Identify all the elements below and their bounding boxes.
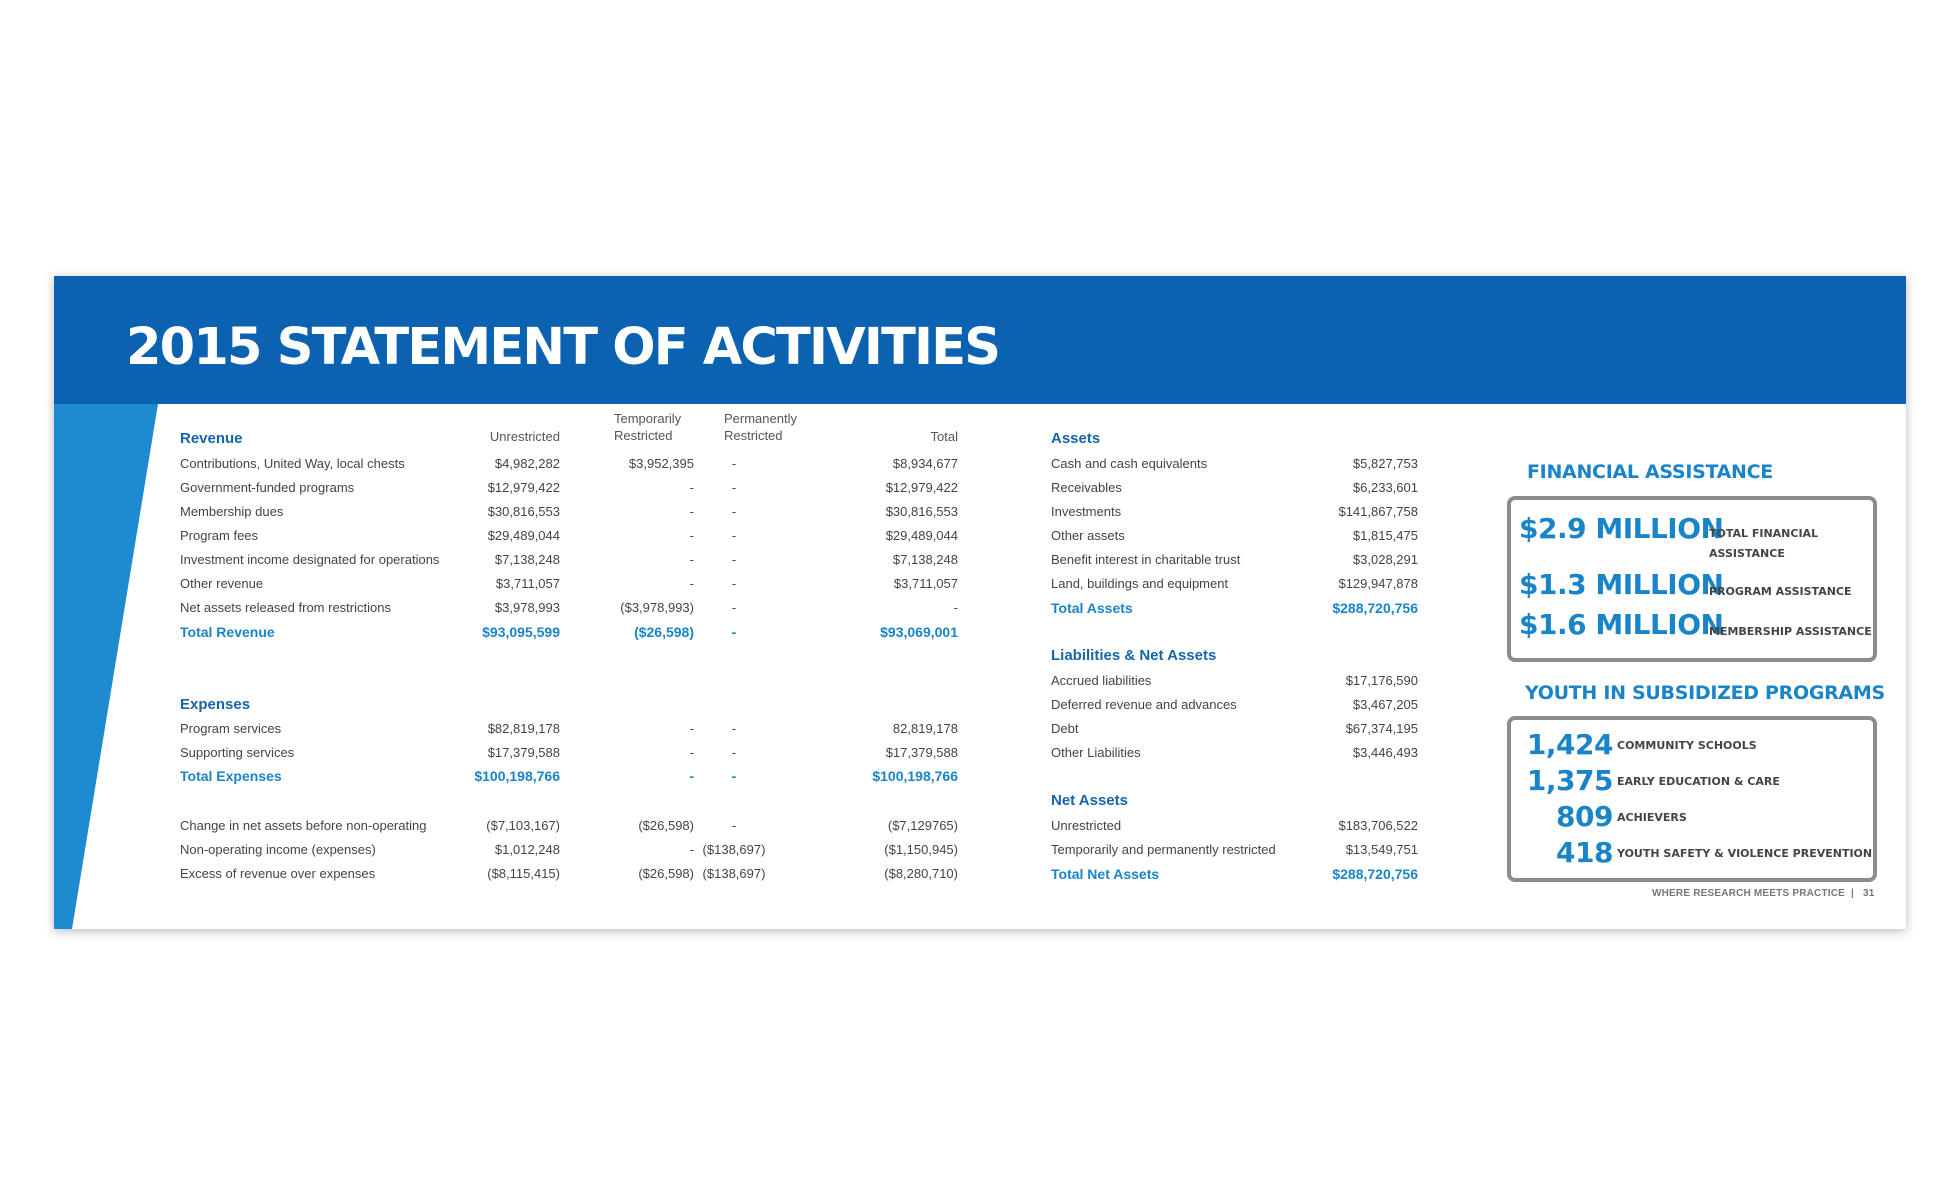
asset-row-label: Other assets [1051,528,1125,543]
revenue-row-label: Membership dues [180,504,284,519]
fa-amount: $1.3 MILLION [1519,568,1724,601]
expense-row-total: $17,379,588 [885,745,958,760]
expense-row-temporarily-restricted: - [689,721,694,736]
change-row-permanently-restricted: - [731,818,737,833]
revenue-heading: Revenue [180,430,243,447]
revenue-row-total: $8,934,677 [892,456,958,471]
expenses-heading: Expenses [180,696,251,713]
revenue-row-label: Net assets released from restrictions [180,600,391,615]
total-assets-row-label: Total Assets [1051,600,1133,616]
youth-label: ACHIEVERS [1617,811,1687,824]
net-assets-heading: Net Assets [1051,792,1128,809]
total-expenses-row-temporarily-restricted: - [689,768,694,784]
liabilities-heading: Liabilities & Net Assets [1051,647,1217,664]
youth-programs-box [1507,716,1877,882]
asset-row-label: Benefit interest in charitable trust [1051,552,1241,567]
footer-separator: | [1848,888,1860,899]
youth-count: 1,375 [1526,764,1613,797]
revenue-row-total: - [953,600,958,615]
youth-count: 418 [1556,836,1613,869]
asset-row-label: Investments [1051,504,1122,519]
youth-label: COMMUNITY SCHOOLS [1617,739,1757,752]
liability-row-label: Accrued liabilities [1051,673,1152,688]
expense-row-label: Program services [180,721,282,736]
total-assets-row-value: $288,720,756 [1332,600,1418,616]
revenue-row-label: Government-funded programs [180,480,355,495]
column-header-temporarily-restricted: Temporarily Restricted [614,411,682,443]
youth-count: 809 [1556,800,1613,833]
total-revenue-row-label: Total Revenue [180,624,275,640]
revenue-row-label: Program fees [180,528,259,543]
revenue-row-permanently-restricted: - [731,576,737,591]
expense-row-total: 82,819,178 [892,721,958,736]
revenue-row-total: $7,138,248 [892,552,958,567]
revenue-row-temporarily-restricted: $3,952,395 [628,456,694,471]
total-expenses-row-total: $100,198,766 [872,768,958,784]
change-row-permanently-restricted: ($138,697) [702,866,766,881]
revenue-row-permanently-restricted: - [731,528,737,543]
revenue-row-unrestricted: $3,978,993 [494,600,560,615]
fa-label: TOTAL FINANCIAL ASSISTANCE [1709,527,1819,560]
revenue-row-temporarily-restricted: - [689,576,694,591]
revenue-row-total: $3,711,057 [893,576,958,591]
revenue-row-unrestricted: $7,138,248 [494,552,560,567]
revenue-row-total: $12,979,422 [885,480,958,495]
revenue-row-temporarily-restricted: - [689,552,694,567]
revenue-row-permanently-restricted: - [731,552,737,567]
column-header-total: Total [930,429,958,444]
change-row-permanently-restricted: ($138,697) [702,842,766,857]
liability-row-value: $17,176,590 [1345,673,1418,688]
financial-assistance-box [1507,496,1877,662]
expense-row-temporarily-restricted: - [689,745,694,760]
fa-amount: $1.6 MILLION [1519,608,1724,641]
net-asset-row-label: Unrestricted [1051,818,1122,833]
asset-row-label: Receivables [1051,480,1122,495]
total-net-assets-row-label: Total Net Assets [1051,866,1160,882]
change-row-temporarily-restricted: - [689,842,694,857]
change-row-total: ($1,150,945) [884,842,958,857]
revenue-row-temporarily-restricted: - [689,528,694,543]
asset-row-value: $141,867,758 [1338,504,1418,519]
youth-label: EARLY EDUCATION & CARE [1617,775,1780,788]
column-header-unrestricted: Unrestricted [489,429,560,444]
revenue-row-label: Other revenue [180,576,264,591]
change-row-unrestricted: $1,012,248 [494,842,560,857]
asset-row-value: $6,233,601 [1352,480,1418,495]
total-revenue-row-temporarily-restricted: ($26,598) [634,624,694,640]
revenue-row-label: Contributions, United Way, local chests [180,456,405,471]
net-asset-row-value: $13,549,751 [1345,842,1418,857]
asset-row-value: $3,028,291 [1352,552,1418,567]
total-net-assets-row-value: $288,720,756 [1332,866,1418,882]
expense-row-unrestricted: $82,819,178 [487,721,560,736]
page-footer [1652,888,1874,899]
change-row-unrestricted: ($8,115,415) [487,866,560,881]
revenue-row-unrestricted: $3,711,057 [495,576,560,591]
liability-row-label: Other Liabilities [1051,745,1141,760]
asset-row-value: $129,947,878 [1338,576,1418,591]
revenue-row-temporarily-restricted: ($3,978,993) [620,600,694,615]
footer-text: WHERE RESEARCH MEETS PRACTICE [1652,888,1846,899]
revenue-row-total: $30,816,553 [885,504,958,519]
change-row-temporarily-restricted: ($26,598) [638,818,694,833]
assets-heading: Assets [1051,430,1101,447]
net-asset-row-label: Temporarily and permanently restricted [1051,842,1276,857]
total-revenue-row-unrestricted: $93,095,599 [482,624,560,640]
asset-row-label: Cash and cash equivalents [1051,456,1208,471]
revenue-row-temporarily-restricted: - [689,480,694,495]
change-row-label: Non-operating income (expenses) [180,842,376,857]
revenue-row-total: $29,489,044 [885,528,958,543]
total-revenue-row-permanently-restricted: - [731,624,737,640]
title-banner [54,276,1906,404]
expense-row-permanently-restricted: - [731,745,737,760]
total-expenses-row-unrestricted: $100,198,766 [474,768,560,784]
revenue-row-unrestricted: $4,982,282 [494,456,560,471]
revenue-row-unrestricted: $29,489,044 [487,528,560,543]
revenue-row-permanently-restricted: - [731,600,737,615]
revenue-row-permanently-restricted: - [731,456,737,471]
liability-row-value: $67,374,195 [1345,721,1418,736]
page-title: 2015 STATEMENT OF ACTIVITIES [126,318,1000,377]
column-header-permanently-restricted: Permanently Restricted [724,411,797,443]
liability-row-label: Debt [1051,721,1079,736]
total-revenue-row-total: $93,069,001 [880,624,958,640]
asset-row-value: $5,827,753 [1352,456,1418,471]
change-row-label: Change in net assets before non-operating [180,818,427,833]
fa-amount: $2.9 MILLION [1519,512,1724,545]
change-row-total: ($8,280,710) [884,866,958,881]
expense-row-label: Supporting services [180,745,295,760]
fa-label: PROGRAM ASSISTANCE [1709,585,1852,598]
revenue-row-temporarily-restricted: - [689,504,694,519]
decorative-stripe [54,404,164,929]
page-number: 31 [1862,888,1875,899]
revenue-row-permanently-restricted: - [731,480,737,495]
youth-label: YOUTH SAFETY & VIOLENCE PREVENTION [1617,847,1873,860]
expense-row-unrestricted: $17,379,588 [487,745,560,760]
financial-assistance-heading: FINANCIAL ASSISTANCE [1527,461,1773,483]
liability-row-value: $3,467,205 [1352,697,1418,712]
expense-row-permanently-restricted: - [731,721,737,736]
total-expenses-row-label: Total Expenses [180,768,282,784]
asset-row-label: Land, buildings and equipment [1051,576,1229,591]
youth-count: 1,424 [1526,728,1613,761]
change-row-label: Excess of revenue over expenses [180,866,376,881]
change-row-total: ($7,129765) [887,818,958,833]
change-row-unrestricted: ($7,103,167) [486,818,560,833]
report-page [54,276,1906,929]
revenue-row-label: Investment income designated for operations [180,552,440,567]
asset-row-value: $1,815,475 [1352,528,1418,543]
change-row-temporarily-restricted: ($26,598) [638,866,694,881]
fa-label: MEMBERSHIP ASSISTANCE [1709,625,1872,638]
youth-programs-heading: YOUTH IN SUBSIDIZED PROGRAMS [1525,682,1885,704]
total-expenses-row-permanently-restricted: - [731,768,737,784]
revenue-row-permanently-restricted: - [731,504,737,519]
net-asset-row-value: $183,706,522 [1338,818,1418,833]
liability-row-label: Deferred revenue and advances [1051,697,1237,712]
liability-row-value: $3,446,493 [1352,745,1418,760]
revenue-row-unrestricted: $12,979,422 [487,480,560,495]
revenue-row-unrestricted: $30,816,553 [487,504,560,519]
